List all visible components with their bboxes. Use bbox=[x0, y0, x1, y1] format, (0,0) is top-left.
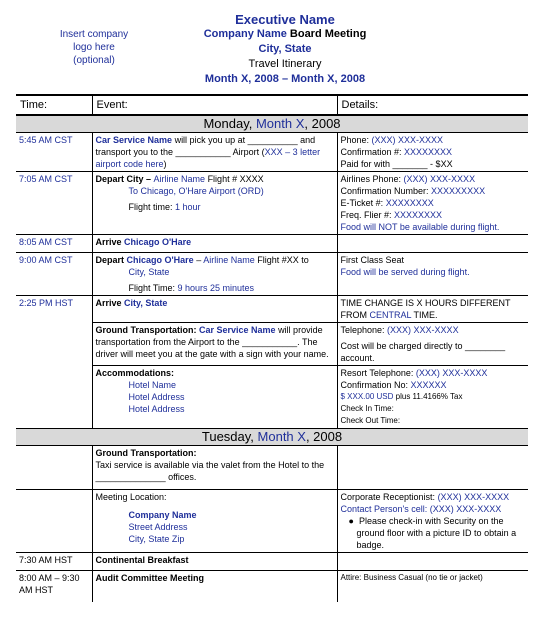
text bbox=[341, 173, 526, 185]
text: Arrive bbox=[95, 237, 125, 247]
text: , 2008 bbox=[305, 429, 343, 444]
meeting-title bbox=[130, 27, 440, 42]
text: Ground Transportation: bbox=[95, 325, 199, 335]
text bbox=[341, 491, 526, 503]
table-cell bbox=[337, 366, 528, 429]
table-cell bbox=[337, 446, 528, 490]
logo-line-2: logo here bbox=[73, 42, 115, 53]
text: Please check-in with Security on the ground floor with a picture ID to obtain a badge. bbox=[356, 516, 517, 550]
table-row bbox=[16, 172, 528, 235]
text bbox=[341, 379, 526, 391]
table-cell bbox=[92, 490, 337, 553]
text: XXX – 3 letter airport code here bbox=[95, 147, 321, 169]
table-row bbox=[16, 366, 528, 429]
table-cell bbox=[337, 296, 528, 323]
itinerary-label: Travel Itinerary bbox=[248, 58, 322, 70]
text: Arrive bbox=[95, 298, 125, 308]
text bbox=[341, 324, 526, 336]
table-cell bbox=[337, 553, 528, 571]
text: Flight Time: bbox=[128, 283, 178, 293]
text bbox=[341, 146, 526, 158]
text: Food will be served during flight. bbox=[340, 267, 470, 277]
text: XXXXXXXX bbox=[385, 198, 434, 208]
table-cell bbox=[92, 366, 337, 429]
header-time: Time: bbox=[16, 95, 92, 115]
text: Board Meeting bbox=[286, 28, 367, 40]
header-details: Details: bbox=[337, 95, 528, 115]
text: (XXX) XXX-XXXX bbox=[371, 135, 444, 145]
text: TIME CHANGE IS X HOURS DIFFERENT FROM bbox=[340, 298, 511, 320]
table-cell: 7:05 AM CST bbox=[16, 172, 92, 235]
table-cell bbox=[16, 446, 92, 490]
text: will provide transportation from the Airport to the ___________. The driver will meet you at the gate with a sign with your name. bbox=[95, 325, 329, 359]
table-cell bbox=[92, 296, 337, 323]
text: Monday, bbox=[203, 116, 256, 131]
logo-line-3: (optional) bbox=[73, 55, 115, 66]
table-cell: 8:05 AM CST bbox=[16, 235, 92, 253]
text: Paid for with _______ - $XX bbox=[340, 159, 453, 169]
text: Accommodations: bbox=[95, 368, 175, 378]
table-row bbox=[16, 446, 528, 490]
text: TIME. bbox=[411, 310, 438, 320]
text: Phone: bbox=[340, 135, 372, 145]
table-cell: 8:00 AM – 9:30 AM HST bbox=[16, 571, 92, 603]
table-row bbox=[16, 296, 528, 323]
day-heading-tuesday bbox=[16, 429, 528, 446]
text: (XXX) XXX-XXXX bbox=[415, 368, 488, 378]
table-row bbox=[16, 553, 528, 571]
table-cell: Continental Breakfast bbox=[92, 553, 337, 571]
document-header bbox=[130, 12, 440, 87]
text: (XXX) XXX-XXXX bbox=[403, 174, 476, 184]
text: Confirmation Number: bbox=[340, 186, 432, 196]
logo-line-1: Insert company bbox=[59, 29, 129, 40]
text: Depart bbox=[95, 255, 127, 265]
table-cell: 7:30 AM HST bbox=[16, 553, 92, 571]
text: City, State bbox=[128, 267, 170, 277]
table-cell bbox=[92, 446, 337, 490]
table-cell bbox=[337, 490, 528, 553]
text: City, State Zip bbox=[128, 534, 185, 544]
table-cell bbox=[337, 235, 528, 253]
table-header-row bbox=[16, 95, 528, 115]
text bbox=[341, 185, 526, 197]
text bbox=[341, 134, 526, 146]
text: Street Address bbox=[128, 522, 188, 532]
text bbox=[96, 173, 334, 185]
table-cell bbox=[16, 366, 92, 429]
text: (XXX) XXX-XXXX bbox=[387, 325, 459, 335]
table-cell bbox=[16, 115, 528, 133]
text: 1 hour bbox=[175, 202, 201, 212]
text: Confirmation #: bbox=[340, 147, 405, 157]
table-row bbox=[16, 490, 528, 553]
text: First Class Seat bbox=[340, 255, 405, 265]
text bbox=[96, 282, 334, 294]
text: XXXXXXXXX bbox=[431, 186, 486, 196]
table-cell bbox=[92, 235, 337, 253]
text: Tuesday, bbox=[201, 429, 258, 444]
text: Company Name bbox=[128, 510, 197, 520]
text: Hotel Name bbox=[128, 380, 177, 390]
table-cell bbox=[337, 133, 528, 172]
text bbox=[341, 197, 526, 209]
text: Food will NOT be available during flight. bbox=[340, 222, 500, 232]
text: XXXXXX bbox=[410, 380, 447, 390]
text: E-Ticket #: bbox=[340, 198, 386, 208]
table-row bbox=[16, 571, 528, 603]
text: Flight time: bbox=[128, 202, 176, 212]
text: will pick you up at __________ and transport you to the ___________ Airport ( bbox=[95, 135, 316, 157]
text: 9 hours 25 minutes bbox=[177, 283, 255, 293]
table-cell bbox=[16, 323, 92, 366]
text: Flight #XX to bbox=[254, 255, 309, 265]
executive-name: Executive Name bbox=[235, 12, 335, 27]
text: XXXXXXXX bbox=[404, 147, 453, 157]
table-cell: Audit Committee Meeting bbox=[92, 571, 337, 603]
table-cell bbox=[337, 323, 528, 366]
text: Company Name bbox=[203, 28, 287, 40]
text bbox=[96, 254, 334, 266]
text: ) bbox=[163, 159, 167, 169]
table-cell: 2:25 PM HST bbox=[16, 296, 92, 323]
text: Taxi service is available via the valet from the Hotel to the ______________ offices. bbox=[95, 460, 325, 482]
text: Month X bbox=[255, 116, 305, 131]
table-cell: 9:00 AM CST bbox=[16, 253, 92, 296]
table-row bbox=[16, 235, 528, 253]
table-cell bbox=[92, 253, 337, 296]
text: Meeting Location: bbox=[95, 492, 167, 502]
text: Cost will be charged directly to ________ account. bbox=[340, 341, 506, 363]
text: Chicago O'Hare bbox=[126, 255, 194, 265]
text: Depart City – bbox=[95, 174, 154, 184]
text: Airline Name bbox=[203, 255, 255, 265]
date-range: Month X, 2008 – Month X, 2008 bbox=[204, 73, 366, 85]
text: $ XXX.00 USD bbox=[340, 392, 394, 401]
text: Car Service Name bbox=[199, 325, 276, 335]
text: Corporate Receptionist: bbox=[340, 492, 438, 502]
text: Month X bbox=[257, 429, 306, 444]
itinerary-table bbox=[16, 94, 528, 636]
meeting-city: City, State bbox=[258, 43, 312, 55]
text: Chicago O'Hare bbox=[124, 237, 192, 247]
text: Check In Time: bbox=[340, 404, 394, 413]
table-cell: Attire: Business Casual (no tie or jacket) bbox=[340, 573, 483, 582]
text: Hotel Address bbox=[128, 404, 185, 414]
text: Flight # XXXX bbox=[205, 174, 264, 184]
text: Ground Transportation: bbox=[95, 448, 197, 458]
day-heading-monday bbox=[16, 115, 528, 133]
logo-placeholder bbox=[44, 28, 144, 67]
text: XXXXXXXX bbox=[394, 210, 443, 220]
table-cell bbox=[16, 429, 528, 446]
table-cell bbox=[337, 253, 528, 296]
text bbox=[341, 209, 526, 221]
text: Resort Telephone: bbox=[340, 368, 416, 378]
table-cell bbox=[92, 323, 337, 366]
text: Airline Name bbox=[153, 174, 206, 184]
text: , 2008 bbox=[304, 116, 341, 131]
table-row bbox=[16, 323, 528, 366]
text: – bbox=[193, 255, 204, 265]
text: Airlines Phone: bbox=[340, 174, 404, 184]
table-cell bbox=[16, 490, 92, 553]
table-cell bbox=[92, 133, 337, 172]
text: Car Service Name bbox=[95, 135, 173, 145]
table-row bbox=[16, 133, 528, 172]
header-event: Event: bbox=[92, 95, 337, 115]
text bbox=[341, 391, 526, 403]
text: Check Out Time: bbox=[340, 416, 401, 425]
table-cell bbox=[92, 172, 337, 235]
text: City, State bbox=[124, 298, 168, 308]
text: To Chicago, O'Hare Airport (ORD) bbox=[128, 186, 264, 196]
text bbox=[96, 201, 334, 213]
text: Contact Person's cell: (XXX) XXX-XXXX bbox=[340, 504, 502, 514]
text: ● Please check-in with Security on the ground floor with a picture ID to obtain a badge. bbox=[348, 516, 517, 550]
table-cell bbox=[337, 172, 528, 235]
text: Freq. Flier #: bbox=[340, 210, 395, 220]
table-row bbox=[16, 253, 528, 296]
text: Confirmation No: bbox=[340, 380, 411, 390]
text: Hotel Address bbox=[128, 392, 185, 402]
text bbox=[341, 367, 526, 379]
text: (XXX) XXX-XXXX bbox=[437, 492, 510, 502]
text: plus 11.4166% Tax bbox=[393, 392, 463, 401]
table-cell: 5:45 AM CST bbox=[16, 133, 92, 172]
text: Telephone: bbox=[340, 325, 388, 335]
text: CENTRAL bbox=[369, 310, 412, 320]
